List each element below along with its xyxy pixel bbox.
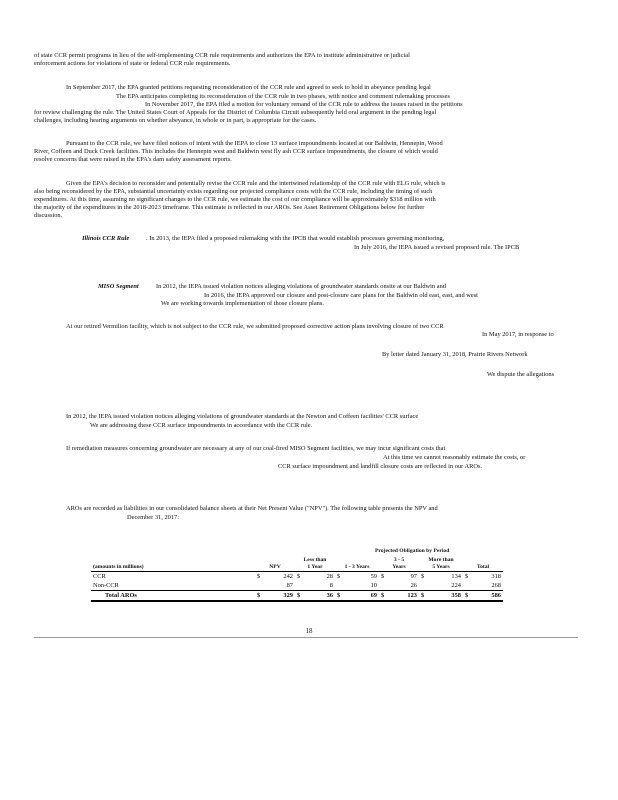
text-line: In November 2017, the EPA filed a motion for voluntary remand of the CCR rule to address the issues raised in the petitions [145, 101, 463, 108]
col-1-3: 1 - 3 Years [344, 564, 370, 570]
currency-sign [379, 581, 393, 591]
currency-sign [463, 581, 477, 591]
currency-sign: $ [255, 572, 269, 582]
row-label: Non-CCR [93, 582, 119, 589]
cell-value: 268 [491, 582, 501, 589]
text-line: challenges, including hearing arguments on whether abeyance, in whole or in part, is appropriate for the cases. [34, 117, 317, 124]
text-line: of state CCR permit programs in lieu of the self-implementing CCR rule requirements and authorizes the EPA to institute administrative or judicial [34, 52, 410, 59]
text-line: resolve concerns that were raised in the EPA's dam safety assessment reports. [34, 156, 232, 163]
currency-sign: $ [335, 572, 353, 582]
currency-sign [255, 581, 269, 591]
cell-value: 224 [451, 582, 461, 589]
text-line: December 31, 2017: [127, 514, 179, 521]
cell-value: 69 [353, 591, 379, 602]
text-line: . In 2013, the IEPA filed a proposed rulemaking with the IPCB that would establish processes governing monitoring, [146, 235, 445, 242]
text-line: River, Coffeen and Duck Creek facilities. This includes the Hennepin west and Baldwin west fly ash CCR surface impoundments, the closure of which would [34, 148, 438, 155]
cell-value: 10 [370, 582, 377, 589]
text-line: for review challenging the rule. The United States Court of Appeals for the District of Columbia Circuit subsequently held oral argument in the pending legal [34, 109, 437, 116]
row-label: Total AROs [91, 591, 255, 602]
cell-value: 26 [410, 582, 417, 589]
text-line: enforcement actions for violations of state or federal CCR rule requirements. [34, 60, 231, 67]
text-line: In September 2017, the EPA granted petitions requesting reconsideration of the CCR rule and agreed to seek to hold in abeyance pending legal [66, 84, 431, 91]
text-line: The EPA anticipates completing its reconsideration of the CCR rule in two phases, with notice and comment rulemaking processes [116, 93, 450, 100]
footer-rule [34, 637, 578, 638]
currency-sign: $ [419, 591, 434, 602]
section-heading: MISO Segment [98, 283, 139, 290]
cell-value: 242 [269, 572, 295, 582]
currency-sign: $ [255, 591, 269, 602]
text-line: In 2012, the IEPA issued violation notices alleging violations of groundwater standards at the Newton and Coffeen facilities' CCR surface [66, 413, 419, 420]
table-row [91, 572, 503, 582]
cell-value: 358 [434, 591, 463, 602]
cell-value: 36 [311, 591, 335, 602]
text-line: We dispute the allegations [487, 371, 555, 378]
cell-value: 97 [393, 572, 419, 582]
text-line: At our retired Vermilion facility, which is not subject to the CCR rule, we submitted proposed corrective action plans involving closure of two CCR [66, 323, 444, 330]
currency-sign: $ [419, 572, 434, 582]
text-line: discussion. [34, 212, 63, 219]
cell-value: 134 [434, 572, 463, 582]
text-line: In 2012, the IEPA issued violation notices alleging violations of groundwater standards onsite at our Baldwin and [156, 283, 446, 290]
currency-sign: $ [379, 572, 393, 582]
aro-table [91, 557, 503, 602]
col-3-5: 3 - 5 Years [392, 557, 406, 570]
text-line: In May 2017, in response to [482, 331, 554, 338]
cell-value: 59 [353, 572, 379, 582]
text-line: also being reconsidered by the EPA, substantial uncertainty exists regarding our projected compliance costs with the CCR rule, including the timing of such [34, 188, 433, 195]
cell-value: 586 [477, 591, 503, 602]
cell-value: 8 [329, 582, 333, 589]
currency-sign [295, 581, 311, 591]
table-row [91, 591, 503, 602]
cell-value: 318 [477, 572, 503, 582]
currency-sign [419, 581, 434, 591]
text-line: By letter dated January 31, 2018, Prairie Rivers Network [382, 351, 528, 358]
currency-sign: $ [463, 572, 477, 582]
text-line: If remediation measures concerning groundwater are necessary at any of our coal-fired MISO Segment facilities, we may incur significant costs that [66, 445, 446, 452]
col-amounts: (amounts in millions) [93, 564, 144, 570]
text-line: Given the EPA's decision to reconsider and potentially revise the CCR rule and the intertwined relationship of the CCR rule with ELG rule, which is [66, 180, 446, 187]
section-heading: Illinois CCR Rule [82, 235, 130, 242]
currency-sign: $ [335, 591, 353, 602]
table-row [91, 581, 503, 591]
currency-sign: $ [463, 591, 477, 602]
text-line: In July 2016, the IEPA issued a revised proposed rule. The IPCB [354, 244, 520, 251]
text-line: At this time we cannot reasonably estimate the costs, or [383, 454, 526, 461]
cell-value: 329 [269, 591, 295, 602]
currency-sign: $ [379, 591, 393, 602]
currency-sign [335, 581, 353, 591]
currency-sign: $ [295, 591, 311, 602]
cell-value: 28 [311, 572, 335, 582]
text-line: CCR surface impoundment and landfill closure costs are reflected in our AROs. [278, 463, 483, 470]
page-number: 18 [305, 627, 313, 635]
cell-value: 123 [393, 591, 419, 602]
text-line: expenditures. At this time, assuming no significant changes to the CCR rule, we estimate the cost of our compliance will be approximately $318 million with [34, 196, 436, 203]
text-line: In 2016, the IEPA approved our closure and post-closure care plans for the Baldwin old east, east, and west [204, 292, 478, 299]
text-line: We are addressing these CCR surface impoundments in accordance with the CCR rule. [90, 422, 313, 429]
text-line: the majority of the expenditures in the 2018-2023 timeframe. This estimate is reflected in our AROs. See Asset Retirement Obligations below for further [34, 204, 425, 211]
col-gt5: More than 5 Years [428, 557, 454, 570]
col-npv: NPV [269, 564, 281, 570]
cell-value: 87 [286, 582, 293, 589]
text-line: We are working towards implementation of those closure plans. [161, 300, 324, 307]
table-group-header: Projected Obligation by Period [375, 548, 450, 554]
text-line: Pursuant to the CCR rule, we have filed notices of intent with the IEPA to close 13 surface impoundments located at our Baldwin, Hennepin, Wood [66, 140, 443, 147]
col-lt1: Less than 1 Year [303, 557, 327, 570]
row-label: CCR [91, 572, 255, 582]
col-total: Total [476, 564, 490, 570]
text-line: AROs are recorded as liabilities in our consolidated balance sheets at their Net Present Value ("NPV"). The following table presents the NPV and [66, 505, 438, 512]
currency-sign: $ [295, 572, 311, 582]
